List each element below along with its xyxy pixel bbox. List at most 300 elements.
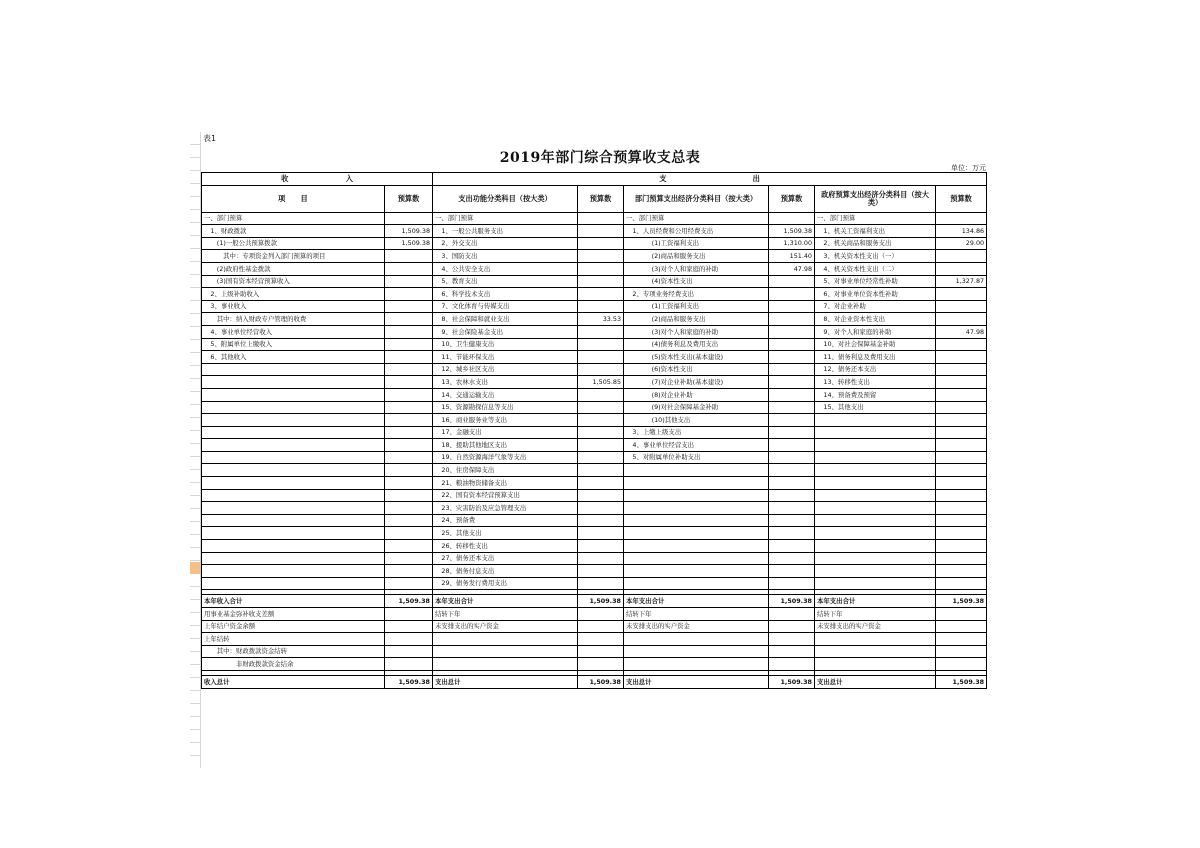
- func-item-cell: 15、资源勘探信息等支出: [433, 401, 578, 414]
- dept-budget-cell: [769, 275, 815, 288]
- income-item-cell: (3)国有资本经营预算收入: [202, 275, 385, 288]
- func-item-cell: 24、预备费: [433, 514, 578, 527]
- gov-item-cell: 7、对企业补助: [815, 300, 936, 313]
- func-budget-cell: [578, 262, 624, 275]
- gov-budget-cell: [936, 439, 987, 452]
- gov-item-cell: 一、部门预算: [815, 212, 936, 225]
- income-item-cell: [202, 502, 385, 515]
- func-budget-cell: [578, 645, 624, 658]
- dept-budget-cell: 1,509.38: [769, 595, 815, 608]
- income-item-cell: [202, 451, 385, 464]
- income-budget-cell: [385, 577, 433, 590]
- func-budget-cell: [578, 552, 624, 565]
- func-budget-cell: [578, 237, 624, 250]
- dept-item-cell: [624, 527, 769, 540]
- gov-budget-cell: [936, 401, 987, 414]
- income-budget-cell: [385, 527, 433, 540]
- gov-item-cell: [815, 633, 936, 646]
- func-budget-cell: [578, 325, 624, 338]
- dept-budget-cell: [769, 401, 815, 414]
- gov-budget-cell: [936, 464, 987, 477]
- gov-item-cell: [815, 489, 936, 502]
- gov-budget-cell: 47.98: [936, 325, 987, 338]
- table-row: [202, 439, 987, 452]
- gov-budget-cell: [936, 414, 987, 427]
- dept-item-cell: (4)资本性支出: [624, 275, 769, 288]
- dept-budget-cell: [769, 325, 815, 338]
- gov-budget-cell: [936, 658, 987, 671]
- income-item-cell: [202, 489, 385, 502]
- dept-budget-cell: 47.98: [769, 262, 815, 275]
- income-budget-cell: 1,509.38: [385, 595, 433, 608]
- func-budget-cell: [578, 426, 624, 439]
- func-budget-cell: [578, 439, 624, 452]
- func-budget-cell: 1,505.85: [578, 376, 624, 389]
- income-budget-cell: [385, 388, 433, 401]
- dept-budget-cell: 1,509.38: [769, 225, 815, 238]
- table-row: [202, 489, 987, 502]
- gov-budget-cell: 1,509.38: [936, 675, 987, 688]
- dept-item-cell: [624, 502, 769, 515]
- income-budget-cell: [385, 275, 433, 288]
- dept-item-cell: 本年支出合计: [624, 595, 769, 608]
- income-budget-cell: [385, 262, 433, 275]
- dept-budget-cell: [769, 426, 815, 439]
- gov-item-cell: [815, 439, 936, 452]
- dept-item-cell: 未安排支出的实户资金: [624, 620, 769, 633]
- func-item-cell: 6、科学技术支出: [433, 288, 578, 301]
- gov-budget-cell: [936, 489, 987, 502]
- dept-budget-cell: [769, 477, 815, 490]
- func-item-cell: 未安排支出的实户资金: [433, 620, 578, 633]
- func-item-cell: 13、农林水支出: [433, 376, 578, 389]
- func-budget-cell: [578, 514, 624, 527]
- gov-budget-cell: [936, 338, 987, 351]
- table-row: [202, 527, 987, 540]
- func-item-cell: 1、一般公共服务支出: [433, 225, 578, 238]
- func-item-cell: [433, 645, 578, 658]
- func-budget-cell: 1,509.38: [578, 675, 624, 688]
- table-row: [202, 300, 987, 313]
- func-item-cell: 5、教育支出: [433, 275, 578, 288]
- gov-item-cell: [815, 464, 936, 477]
- table-row: [202, 464, 987, 477]
- income-budget-cell: [385, 439, 433, 452]
- dept-item-cell: [624, 540, 769, 553]
- func-item-cell: 19、自然资源海洋气象等支出: [433, 451, 578, 464]
- income-item-cell: 1、财政拨款: [202, 225, 385, 238]
- table-row: [202, 477, 987, 490]
- table-row: [202, 376, 987, 389]
- table-row: [202, 565, 987, 578]
- table-row: [202, 451, 987, 464]
- dept-item-cell: [624, 514, 769, 527]
- sheet-label: 表1: [203, 134, 217, 143]
- func-item-cell: 2、外交支出: [433, 237, 578, 250]
- dept-budget-cell: [769, 376, 815, 389]
- func-budget-cell: [578, 477, 624, 490]
- gov-item-cell: 8、对企业资本性支出: [815, 313, 936, 326]
- dept-budget-cell: [769, 338, 815, 351]
- func-budget-cell: [578, 633, 624, 646]
- dept-budget-cell: [769, 464, 815, 477]
- gov-item-cell: [815, 565, 936, 578]
- income-item-cell: (1)一般公共预算拨款: [202, 237, 385, 250]
- gov-budget-cell: [936, 540, 987, 553]
- dept-budget-cell: [769, 658, 815, 671]
- table-row: [202, 338, 987, 351]
- dept-item-cell: (2)商品和服务支出: [624, 250, 769, 263]
- func-item-cell: 8、社会保障和就业支出: [433, 313, 578, 326]
- func-item-cell: 25、其他支出: [433, 527, 578, 540]
- func-budget-cell: [578, 608, 624, 621]
- income-budget-cell: [385, 477, 433, 490]
- dept-budget-cell: [769, 633, 815, 646]
- func-budget-cell: [578, 300, 624, 313]
- func-budget-cell: 33.53: [578, 313, 624, 326]
- dept-budget-cell: 1,509.38: [769, 675, 815, 688]
- dept-budget-cell: [769, 388, 815, 401]
- income-item-cell: 用事业基金弥补收支差额: [202, 608, 385, 621]
- gov-item-cell: 2、机关商品和服务支出: [815, 237, 936, 250]
- income-budget-cell: [385, 645, 433, 658]
- table-row: [202, 620, 987, 633]
- gov-budget-cell: 1,327.87: [936, 275, 987, 288]
- func-budget-cell: [578, 527, 624, 540]
- func-budget-cell: [578, 212, 624, 225]
- dept-item-cell: 1、人员经费和公用经费支出: [624, 225, 769, 238]
- gov-budget-cell: [936, 633, 987, 646]
- gov-item-cell: 12、债务还本支出: [815, 363, 936, 376]
- dept-item-cell: (3)对个人和家庭的补助: [624, 262, 769, 275]
- dept-budget-cell: [769, 489, 815, 502]
- table-row: [202, 540, 987, 553]
- table-row: [202, 608, 987, 621]
- dept-item-cell: 4、事业单位经营支出: [624, 439, 769, 452]
- table-row: [202, 313, 987, 326]
- dept-class-header: 部门预算支出经济分类科目（按大类）: [624, 185, 769, 212]
- gov-budget-cell: [936, 620, 987, 633]
- budget-table: [201, 172, 987, 689]
- dept-budget-cell: [769, 502, 815, 515]
- gov-budget-cell: 1,509.38: [936, 595, 987, 608]
- income-item-cell: 本年收入合计: [202, 595, 385, 608]
- income-budget-cell: 1,509.38: [385, 225, 433, 238]
- table-row: [202, 262, 987, 275]
- income-item-cell: 2、上级补助收入: [202, 288, 385, 301]
- dept-item-cell: (2)商品和服务支出: [624, 313, 769, 326]
- gov-item-cell: 10、对社会保障基金补助: [815, 338, 936, 351]
- income-item-cell: 3、事业收入: [202, 300, 385, 313]
- income-budget-cell: [385, 620, 433, 633]
- func-budget-cell: [578, 338, 624, 351]
- func-budget-cell: [578, 363, 624, 376]
- grand-total-row: [202, 675, 987, 688]
- dept-budget-cell: [769, 565, 815, 578]
- dept-budget-cell: [769, 645, 815, 658]
- income-budget-cell: [385, 552, 433, 565]
- gov-budget-header: 预算数: [936, 185, 987, 212]
- func-budget-cell: [578, 658, 624, 671]
- gov-item-cell: 15、其他支出: [815, 401, 936, 414]
- table-row: [202, 633, 987, 646]
- income-item-cell: [202, 363, 385, 376]
- func-budget-cell: [578, 489, 624, 502]
- func-item-cell: 12、城乡社区支出: [433, 363, 578, 376]
- func-budget-cell: 1,509.38: [578, 595, 624, 608]
- dept-item-cell: [624, 633, 769, 646]
- income-item-cell: [202, 439, 385, 452]
- dept-budget-cell: [769, 514, 815, 527]
- income-budget-cell: [385, 414, 433, 427]
- income-budget-cell: [385, 376, 433, 389]
- func-item-cell: 7、文化体育与传媒支出: [433, 300, 578, 313]
- dept-item-cell: 结转下年: [624, 608, 769, 621]
- dept-budget-cell: [769, 414, 815, 427]
- gov-budget-cell: [936, 502, 987, 515]
- func-budget-cell: [578, 502, 624, 515]
- income-item-cell: [202, 565, 385, 578]
- dept-budget-cell: [769, 288, 815, 301]
- dept-item-cell: [624, 552, 769, 565]
- func-class-header: 支出功能分类科目（按大类）: [433, 185, 578, 212]
- dept-budget-cell: [769, 577, 815, 590]
- income-header: 收 入: [202, 173, 433, 186]
- dept-item-cell: [624, 658, 769, 671]
- income-item-cell: 非财政拨款资金结余: [202, 658, 385, 671]
- func-item-cell: [433, 658, 578, 671]
- dept-budget-cell: [769, 527, 815, 540]
- income-item-cell: [202, 477, 385, 490]
- dept-item-cell: [624, 565, 769, 578]
- table-row: [202, 275, 987, 288]
- gov-item-cell: 9、对个人和家庭的补助: [815, 325, 936, 338]
- gov-class-header: 政府预算支出经济分类科目（按大类）: [815, 185, 936, 212]
- table-row: [202, 250, 987, 263]
- gov-budget-cell: [936, 288, 987, 301]
- func-item-cell: 20、住房保障支出: [433, 464, 578, 477]
- income-item-cell: [202, 414, 385, 427]
- gov-item-cell: [815, 527, 936, 540]
- income-item-cell: 4、事业单位经营收入: [202, 325, 385, 338]
- gov-budget-cell: 134.86: [936, 225, 987, 238]
- item-header: 项 目: [202, 185, 385, 212]
- table-row: [202, 426, 987, 439]
- func-budget-cell: [578, 388, 624, 401]
- dept-item-cell: 5、对附属单位补助支出: [624, 451, 769, 464]
- gov-budget-cell: [936, 313, 987, 326]
- income-budget-cell: [385, 363, 433, 376]
- dept-budget-cell: [769, 363, 815, 376]
- table-row: [202, 388, 987, 401]
- selected-row-marker: [190, 562, 201, 574]
- gov-item-cell: 结转下年: [815, 608, 936, 621]
- func-item-cell: 10、卫生健康支出: [433, 338, 578, 351]
- dept-budget-cell: [769, 540, 815, 553]
- func-budget-cell: [578, 540, 624, 553]
- dept-item-cell: [624, 645, 769, 658]
- func-item-cell: 18、援助其他地区支出: [433, 439, 578, 452]
- dept-budget-cell: [769, 451, 815, 464]
- dept-item-cell: [624, 464, 769, 477]
- func-budget-cell: [578, 464, 624, 477]
- page-title: 2019年部门综合预算收支总表: [499, 150, 701, 166]
- table-row: [202, 325, 987, 338]
- income-item-cell: [202, 376, 385, 389]
- table-row: [202, 288, 987, 301]
- income-budget-cell: [385, 464, 433, 477]
- income-budget-cell: [385, 502, 433, 515]
- income-item-cell: [202, 552, 385, 565]
- dept-budget-cell: 1,310.00: [769, 237, 815, 250]
- gov-item-cell: 5、对事业单位经常性补助: [815, 275, 936, 288]
- func-item-cell: 一、部门预算: [433, 212, 578, 225]
- table-row: [202, 237, 987, 250]
- row-header-ruler: [190, 132, 201, 768]
- dept-item-cell: (1)工资福利支出: [624, 237, 769, 250]
- income-budget-cell: [385, 351, 433, 364]
- income-budget-cell: [385, 325, 433, 338]
- expense-header: 支 出: [433, 173, 987, 186]
- income-item-cell: [202, 401, 385, 414]
- func-item-cell: 支出总计: [433, 675, 578, 688]
- gov-budget-cell: [936, 351, 987, 364]
- dept-item-cell: 支出总计: [624, 675, 769, 688]
- table-row: [202, 645, 987, 658]
- gov-item-cell: 13、转移性支出: [815, 376, 936, 389]
- unit-label: 单位：万元: [951, 164, 986, 172]
- func-budget-cell: [578, 577, 624, 590]
- income-item-cell: (2)政府性基金拨款: [202, 262, 385, 275]
- gov-item-cell: 11、债务利息及费用支出: [815, 351, 936, 364]
- income-item-cell: 6、其他收入: [202, 351, 385, 364]
- gov-item-cell: [815, 426, 936, 439]
- dept-budget-cell: [769, 300, 815, 313]
- gov-item-cell: [815, 514, 936, 527]
- income-item-cell: [202, 514, 385, 527]
- income-budget-cell: [385, 633, 433, 646]
- gov-budget-cell: [936, 565, 987, 578]
- dept-item-cell: (5)资本性支出(基本建设): [624, 351, 769, 364]
- gov-item-cell: [815, 658, 936, 671]
- table-row: [202, 552, 987, 565]
- dept-budget-cell: 151.40: [769, 250, 815, 263]
- table-row: [202, 363, 987, 376]
- func-item-cell: 29、债务发行费用支出: [433, 577, 578, 590]
- func-budget-cell: [578, 250, 624, 263]
- income-budget-cell: [385, 565, 433, 578]
- gov-item-cell: [815, 540, 936, 553]
- table-row: [202, 401, 987, 414]
- income-item-cell: [202, 527, 385, 540]
- gov-budget-cell: [936, 212, 987, 225]
- func-item-cell: 16、商业服务业等支出: [433, 414, 578, 427]
- income-budget-cell: [385, 489, 433, 502]
- gov-budget-cell: [936, 262, 987, 275]
- gov-budget-cell: [936, 514, 987, 527]
- income-item-cell: 一、部门预算: [202, 212, 385, 225]
- func-budget-header: 预算数: [578, 185, 624, 212]
- dept-budget-header: 预算数: [769, 185, 815, 212]
- func-budget-cell: [578, 451, 624, 464]
- table-row: [202, 514, 987, 527]
- func-item-cell: 3、国防支出: [433, 250, 578, 263]
- income-item-cell: [202, 577, 385, 590]
- table-row: [202, 577, 987, 590]
- income-item-cell: 其中：纳入财政专户管理的收费: [202, 313, 385, 326]
- income-item-cell: 其中：财政拨款资金结转: [202, 645, 385, 658]
- income-item-cell: 上年结户资金余额: [202, 620, 385, 633]
- func-item-cell: 9、社会保险基金支出: [433, 325, 578, 338]
- income-budget-cell: [385, 658, 433, 671]
- income-budget-cell: [385, 313, 433, 326]
- gov-item-cell: [815, 502, 936, 515]
- column-header-row: [202, 185, 987, 212]
- top-header-row: [202, 173, 987, 186]
- dept-budget-cell: [769, 552, 815, 565]
- gov-budget-cell: [936, 477, 987, 490]
- income-budget-cell: [385, 540, 433, 553]
- func-item-cell: 27、债务还本支出: [433, 552, 578, 565]
- gov-budget-cell: [936, 388, 987, 401]
- gov-item-cell: 1、机关工资福利支出: [815, 225, 936, 238]
- gov-budget-cell: [936, 645, 987, 658]
- gov-budget-cell: [936, 608, 987, 621]
- func-item-cell: 21、粮油物资储备支出: [433, 477, 578, 490]
- income-item-cell: [202, 540, 385, 553]
- func-budget-cell: [578, 414, 624, 427]
- income-budget-cell: [385, 451, 433, 464]
- func-item-cell: 本年支出合计: [433, 595, 578, 608]
- func-item-cell: 28、债务付息支出: [433, 565, 578, 578]
- income-item-cell: [202, 426, 385, 439]
- dept-item-cell: (3)对个人和家庭的补助: [624, 325, 769, 338]
- dept-budget-cell: [769, 351, 815, 364]
- income-budget-cell: [385, 608, 433, 621]
- table-row: [202, 414, 987, 427]
- func-budget-cell: [578, 288, 624, 301]
- income-budget-cell: [385, 401, 433, 414]
- gov-item-cell: 支出总计: [815, 675, 936, 688]
- func-item-cell: 26、转移性支出: [433, 540, 578, 553]
- func-item-cell: 11、节能环保支出: [433, 351, 578, 364]
- income-budget-cell: 1,509.38: [385, 237, 433, 250]
- dept-budget-cell: [769, 439, 815, 452]
- func-budget-cell: [578, 565, 624, 578]
- dept-budget-cell: [769, 313, 815, 326]
- income-budget-cell: 1,509.38: [385, 675, 433, 688]
- dept-item-cell: (6)资本性支出: [624, 363, 769, 376]
- dept-budget-cell: [769, 608, 815, 621]
- gov-item-cell: 3、机关资本性支出（一）: [815, 250, 936, 263]
- table-row: [202, 212, 987, 225]
- func-budget-cell: [578, 225, 624, 238]
- gov-item-cell: 6、对事业单位资本性补助: [815, 288, 936, 301]
- gov-budget-cell: [936, 577, 987, 590]
- total-row: [202, 595, 987, 608]
- func-budget-cell: [578, 275, 624, 288]
- table-row: [202, 658, 987, 671]
- income-budget-cell: [385, 426, 433, 439]
- gov-item-cell: [815, 645, 936, 658]
- dept-item-cell: [624, 477, 769, 490]
- gov-budget-cell: [936, 376, 987, 389]
- dept-item-cell: (10)其他支出: [624, 414, 769, 427]
- func-item-cell: 结转下年: [433, 608, 578, 621]
- dept-item-cell: 3、上缴上级支出: [624, 426, 769, 439]
- gov-item-cell: [815, 451, 936, 464]
- gov-budget-cell: [936, 527, 987, 540]
